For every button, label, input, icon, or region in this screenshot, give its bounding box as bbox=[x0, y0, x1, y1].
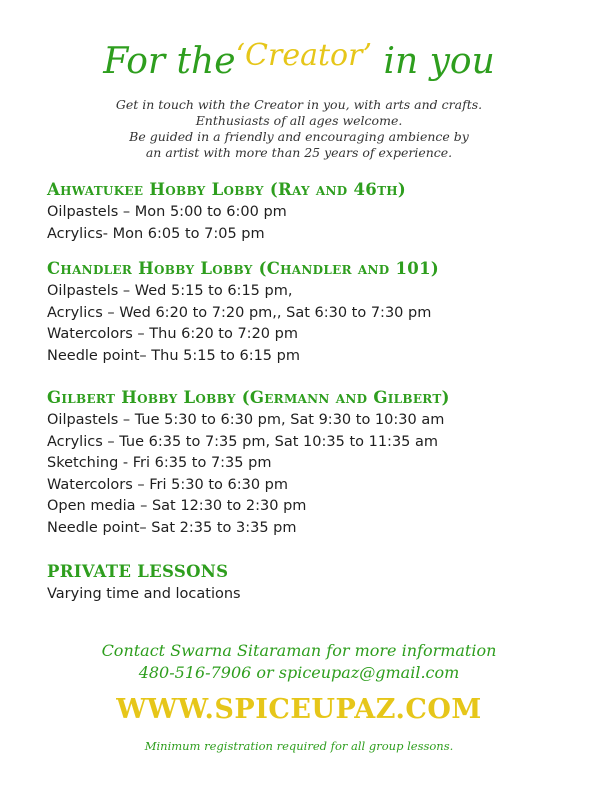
schedule-line: Acrylics – Tue 6:35 to 7:35 pm, Sat 10:35 to 11:35 am bbox=[47, 433, 439, 450]
intro-line: an artist with more than 25 years of experience. bbox=[145, 145, 453, 160]
contact-details: 480-516-7906 or spiceupaz@gmail.com bbox=[138, 663, 460, 682]
schedule-line: Varying time and locations bbox=[47, 586, 241, 602]
intro-line: Be guided in a friendly and encouraging ambience by bbox=[129, 129, 469, 144]
section-title: Chandler Hobby Lobby (Chandler and 101) bbox=[47, 259, 439, 278]
intro-line: Get in touch with the Creator in you, with arts and crafts. bbox=[115, 97, 483, 112]
schedule-line: Oilpastels – Mon 5:00 to 6:00 pm bbox=[47, 204, 287, 220]
schedule-line: Needle point– Sat 2:35 to 3:35 pm bbox=[47, 519, 297, 536]
section-private-lessons bbox=[47, 561, 587, 606]
contact-line: Contact Swarna Sitaraman for more information bbox=[101, 641, 497, 660]
schedule-line: Watercolors – Thu 6:20 to 7:20 pm bbox=[47, 326, 298, 342]
schedule-line: Open media – Sat 12:30 to 2:30 pm bbox=[47, 498, 307, 514]
footer-note: Minimum registration required for all group lessons. bbox=[144, 739, 454, 753]
headline-part-1: For the bbox=[103, 41, 236, 82]
section-chandler bbox=[47, 258, 587, 367]
intro-line: Enthusiasts of all ages welcome. bbox=[195, 113, 403, 128]
website-url: WWW.SPICEUPAZ.COM bbox=[116, 694, 482, 725]
schedule-line: Acrylics – Wed 6:20 to 7:20 pm,, Sat 6:30 to 7:30 pm bbox=[47, 304, 432, 321]
headline-part-3: in you bbox=[383, 41, 495, 82]
headline bbox=[0, 38, 598, 88]
schedule-line: Watercolors – Fri 5:30 to 6:30 pm bbox=[47, 476, 288, 493]
section-title: Gilbert Hobby Lobby (Germann and Gilbert) bbox=[47, 388, 450, 407]
headline-creator: ‘Creator’ bbox=[235, 38, 372, 73]
schedule-line: Oilpastels – Wed 5:15 to 6:15 pm, bbox=[47, 283, 293, 299]
intro-text bbox=[0, 97, 598, 161]
schedule-line: Oilpastels – Tue 5:30 to 6:30 pm, Sat 9:30 to 10:30 am bbox=[47, 412, 445, 428]
section-title: Ahwatukee Hobby Lobby (Ray and 46th) bbox=[47, 180, 407, 199]
schedule-line: Sketching - Fri 6:35 to 7:35 pm bbox=[47, 455, 272, 471]
section-ahwatukee bbox=[47, 179, 587, 245]
section-gilbert bbox=[47, 387, 587, 539]
schedule-line: Needle point– Thu 5:15 to 6:15 pm bbox=[47, 347, 300, 364]
section-title: PRIVATE LESSONS bbox=[47, 562, 229, 581]
contact-info bbox=[0, 640, 598, 684]
schedule-line: Acrylics- Mon 6:05 to 7:05 pm bbox=[47, 225, 265, 242]
